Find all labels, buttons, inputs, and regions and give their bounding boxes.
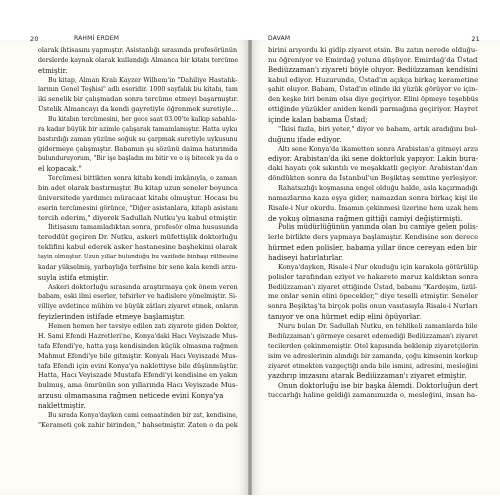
text-line: Mahmut Efendi'ye bile gitmiştir. Konyalı Hacı Veyiszade Mus- <box>38 351 238 360</box>
text-line: tanıyor ve ona hürmet edip elini öpüyorlar. <box>268 312 422 322</box>
text-line: Nuru bulan Dr. Sadullah Nutku, en tehlikeli zamanlarda bile <box>278 322 478 331</box>
text-line: Bu kitabın tercümesini, her gece saat 03.00'te kalkıp sabahla- <box>48 116 238 124</box>
text-line: Hemen hemen her tavsiye edilen zatı ziyarete giden Doktor, <box>48 323 238 331</box>
text-line: H. Sami Efendi Hazretleri'ne, Konya'daki Hacı Veyiszade Mus- <box>38 332 238 340</box>
text-line: İhtisasını tamamladıktan sonra, profesör olma hususunda <box>48 223 238 232</box>
text-line: villiye avdetince mühim ve büyük zâtları ziyaret etmek, onların <box>38 303 238 311</box>
text-line: suyla istifa etmiştir. <box>38 272 109 282</box>
text-line: hürmet eden polisler, babama yıllar önce cereyan eden bir <box>268 243 477 253</box>
text-line: namazlarına kaza eşya gider, namazdan sonra birkaç kişi ile <box>268 193 478 202</box>
text-line: bulunduruyorum, "Bir işe başladın mı bitir ve o iş bitecek ya da o <box>38 155 238 163</box>
right-page-number: 21 <box>471 35 480 43</box>
text-line: tafa Efendi için evini Konya'ya naklettiyse bile düşünmüştür. <box>38 361 238 370</box>
text-line: derslerde kaynak olarak kullandığı Almanca bir kitabı tercüme <box>38 56 238 64</box>
left-running-title: RAHMİ ERDEM <box>74 35 120 42</box>
text-line: Bu sırada Konya'dayken cami cemaatinden bir zat, kendisine, <box>48 411 238 419</box>
text-line: bulmuş, ama ömrünün son yıllarında Hacı Veyiszade Mus- <box>38 381 238 390</box>
text-line: Bediüzzaman'ı görmeye cesaret edemediği Bediüzzaman'ı ziyaret <box>268 332 478 340</box>
text-line: den keşke biri benim olsa diye geçiriyor. Elini öpmeye teşebbüs <box>268 95 478 104</box>
text-line: tercih ederim," diyerek Sadullah Nutku'yu kabul etmiştir. <box>38 213 238 222</box>
text-line: gidermeye çalışmıştır. Babamın şu sözünü daima hatırımda <box>38 144 238 153</box>
text-line: bin adet olarak bastırmıştır. Bu kitap uzun seneler boyunca <box>38 184 238 193</box>
text-line: eserin tercümesini görünce, "Diğer asistanlara, kitaplı asistanı <box>38 204 238 212</box>
text-line: Rahatsızlığı koşmasına engel olduğu halde, asla kaçırmadığı <box>278 184 478 193</box>
text-line: etmiştir. <box>38 65 68 75</box>
text-line: nu öğreniyor ve Emirdağ yoluna düşüyor. Emirdağ'da Üstad <box>268 55 478 64</box>
text-line: polisler tarafından eziyet ve hakarete maruz kaldıktan sonra <box>268 272 478 281</box>
right-page-text <box>268 46 478 401</box>
text-line: ziyaret etmekten vazgeçtiği anda bile ismini, adresini, mesleğini <box>268 361 478 370</box>
text-line: Bediüzzaman'ı ziyareti böyle oluyor. Bediüzzaman kendisini <box>268 65 478 74</box>
text-line: tuccarlığı haline geldiği zamanımızda o, mesleğini, insan ha- <box>268 391 478 400</box>
text-line: birini arıyordu ki gidip ziyaret etsin. Bu zatın nerede olduğu- <box>268 46 478 54</box>
text-line: tecilerden çekinmemiştir. Otel kapısında beklenip ziyaretçilerin <box>268 341 478 350</box>
text-line: Altı sene Konya'da ikametten sonra Arabistan'a gitmeyi arzu <box>278 144 478 153</box>
text-line: "İkisi fazla, biri yeter," diyor ve babam, artık aradığını bul- <box>278 124 478 133</box>
text-line: üniversitede yardımcı müracaat kitabı olmuştur. Hocası bu <box>38 193 238 202</box>
text-line: kadar yükselmiş, yarbaylığa terfisine bir sene kala kendi arzu- <box>38 263 238 271</box>
text-line: Bu kitap, Alman Kralı Kayzer Wilhem'in "Dahiliye Hastalık- <box>48 76 238 84</box>
text-line: arzusu olmamasına rağmen neticede evini Konya'ya <box>38 391 224 401</box>
text-line: içinde kalan babama Üstad; <box>268 115 368 125</box>
text-line: Tercümesi bittikten sonra kitabı kendi imkânıyla, o zaman <box>48 174 238 183</box>
text-line: tereddüt geçiren Dr. Nutku, askeri müfettişlik doktorluğu <box>38 233 238 242</box>
text-line: naklettmiştir. <box>38 400 86 410</box>
left-page-text <box>38 46 238 431</box>
text-line: bastırdığı zaman yüzüne soğuk su çarpmak suretiyle uykusunu <box>38 135 238 143</box>
text-line: ediyor. Arabistan'da iki sene doktorluk yapıyor. Lakin bura- <box>268 154 478 164</box>
text-line: larının Genel Teşhisi" adlı eseridir. 1000 sayfalık bu kitabı, tam <box>38 86 238 94</box>
text-line: Risale-i Nur okurdu. İmamın çekinmesi üzerine hem uzak hem <box>268 203 478 212</box>
text-line: feyizlerinden istifade etmeye başlamıştır. <box>38 312 185 322</box>
text-line: Hatta, Hacı Veyiszade Mustafa Efendi'yi kendisine en yakın <box>38 371 238 380</box>
text-line: iki senelik bir çalışmadan sonra tercüme etmeyi başarmıştır. <box>38 95 238 104</box>
text-line: lerle birlikte ders yapmaya başlamıştır. Kendisine son derece <box>268 233 478 242</box>
text-line: isim ve adreslerinin alındığı bir zamanda, çoğu kimsenin korkup <box>268 351 478 360</box>
text-line: Üstelik Almancayı da kendi gayretiyle öğrenmek suretiyle... <box>38 105 238 114</box>
right-running-header <box>268 35 480 45</box>
text-line: hadiseyi hatırlatırlar. <box>268 253 344 263</box>
text-line: şahit oluyor. Babam, Üstad'ın elinde iki yüzük görüyor ve için- <box>268 85 478 94</box>
text-line: Polis müdürlüğünün yanında olan bu camiye gelen polis- <box>278 223 478 232</box>
text-line: de yokuş olmasına rağmen gittiği camiyi değiştirmişti. <box>268 213 463 223</box>
right-running-title: DAVAM <box>268 35 291 42</box>
text-line: tafa Efendi'ye, hatta yaşı kendisinden küçük olmasına rağmen <box>38 342 238 350</box>
text-line: yazdırıp imzasını atarak Bediüzzaman'ı ziyaret etmiştir. <box>268 371 467 381</box>
text-line: duğunu ifade ediyor. <box>268 134 342 144</box>
text-line: ra kadar büyük bir azimle çalışarak tamamlamıştır. Hatta uyku <box>38 125 238 133</box>
left-page-number: 20 <box>30 35 39 43</box>
text-line: olarak ihtisasını yapmıştır. Asistanlığı sırasında profesörünün <box>38 46 238 54</box>
text-line: Askeri doktorluğu sırasında araştırmaya çok önem veren <box>48 282 238 291</box>
book-gutter <box>248 40 252 495</box>
left-running-header <box>30 35 240 45</box>
text-line: Onun doktorluğu ise bir başka âlemdi. Doktorluğun dert <box>278 381 478 391</box>
text-line: Konya'dayken, Risale-i Nur okuduğu için karakola götürülüp <box>278 262 478 271</box>
text-line: teklifini kabul ederek asker hastanesine başhekimi olarak <box>38 243 238 252</box>
text-line: Bediüzzaman'ı ziyaret ettiğinde Üstad, babamı "Kardeşim, üzül- <box>268 282 478 291</box>
text-line: daki hayatı çok sıkıntılı ve meşakkatli geçiyor. Arabistan'dan <box>268 164 478 173</box>
text-line: döndükten sonra da İstanbul'un Beşiktaş semtine yerleşiyor. <box>268 174 478 183</box>
text-line: sonra Beşiktaş'ta birçok polis onun vasıtasıyla Risale-i Nurları <box>268 302 478 311</box>
text-line: ettiğinde yüzükler aniden kendi parmağına geçiriyor. Hayret <box>268 105 478 114</box>
text-line: me onlar senin elini öpecekler," diye teselli etmiştir. Seneler <box>268 292 478 301</box>
text-line: tayin olmuştur. Uzun yıllar bulunduğu bu vazifede binbaşı rütbesine <box>38 254 238 261</box>
text-line: el kopacak." <box>38 164 82 174</box>
text-line: "Kerameti çok zahir birinden," bahsetmiştir. Zaten o da pek <box>38 420 238 429</box>
text-line: babam, eski ilmi eserler, tefsirler ve hadislere yönelmiştir. Si- <box>38 292 238 301</box>
text-line: kabul ediyor. Huzurunda, Üstad'ın açıkça birkaç kerametine <box>268 75 478 84</box>
